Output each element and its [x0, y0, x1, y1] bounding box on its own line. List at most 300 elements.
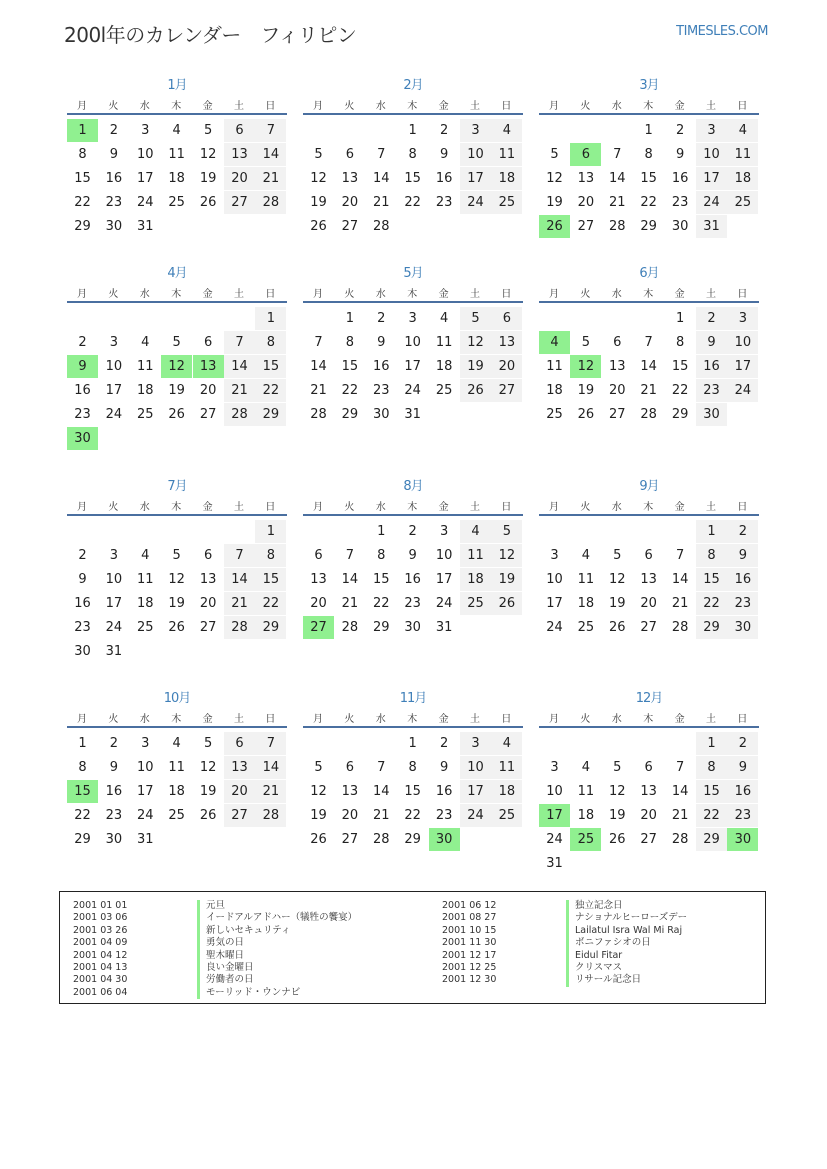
date-cell: 9 — [696, 331, 727, 354]
brand-link[interactable]: TIMESLES.COM — [676, 24, 768, 39]
date-cell: 22 — [74, 808, 91, 823]
weekday-label: 木 — [407, 714, 418, 725]
date-cell: 19 — [199, 171, 217, 186]
date-cell: 25 — [577, 620, 595, 635]
date-cell: 13 — [577, 171, 595, 186]
date-cell: 19 — [577, 383, 595, 398]
date-cell: 10 — [727, 331, 758, 354]
weekday-label: 木 — [407, 502, 418, 513]
date-cell: 28 — [255, 191, 286, 214]
month-title: 11月 — [399, 691, 427, 706]
date-cell: 19 — [168, 383, 185, 398]
weekday-label: 月 — [77, 101, 87, 112]
date-cell: 17 — [105, 383, 123, 398]
date-cell: 11 — [577, 784, 595, 799]
date-cell: 1 — [255, 307, 286, 330]
date-cell: 11 — [460, 544, 491, 567]
date-cell: 16 — [105, 784, 123, 799]
date-cell: 15 — [671, 359, 689, 374]
holiday-date: 2001 06 12 — [442, 900, 497, 911]
weekday-label: 水 — [139, 101, 150, 112]
weekday-label: 金 — [438, 289, 449, 300]
date-cell: 25 — [491, 804, 522, 827]
date-cell: 7 — [345, 548, 355, 563]
date-cell: 1 — [696, 520, 727, 543]
weekday-label: 火 — [344, 289, 355, 300]
date-cell: 1 — [408, 123, 417, 138]
date-cell: 28 — [255, 804, 286, 827]
date-cell: 13 — [199, 572, 217, 587]
date-cell: 21 — [310, 383, 327, 398]
date-cell: 8 — [377, 548, 386, 563]
date-cell: 11 — [727, 143, 758, 166]
date-cell: 19 — [491, 568, 522, 591]
date-cell: 7 — [675, 548, 685, 563]
date-cell: 3 — [460, 119, 491, 142]
date-cell: 6 — [314, 548, 323, 563]
date-cell: 18 — [168, 784, 185, 799]
date-cell: 28 — [671, 620, 689, 635]
date-cell: 9 — [727, 544, 758, 567]
date-cell: 1 — [675, 311, 685, 326]
date-cell: 3 — [439, 524, 449, 539]
date-cell: 9 — [78, 572, 87, 587]
date-cell: 12 — [491, 544, 522, 567]
weekday-label: 火 — [580, 714, 591, 725]
date-cell: 10 — [137, 760, 154, 775]
date-cell: 6 — [224, 119, 255, 142]
month-divider — [67, 301, 287, 303]
date-cell: 28 — [609, 219, 626, 234]
holiday-row — [73, 925, 433, 937]
date-cell: 23 — [404, 596, 421, 611]
date-cell: 6 — [644, 760, 653, 775]
date-cell: 11 — [577, 572, 595, 587]
date-cell: 7 — [377, 147, 386, 162]
date-cell: 6 — [345, 147, 355, 162]
date-cell: 29 — [255, 403, 286, 426]
date-cell: 7 — [224, 544, 255, 567]
date-cell: 22 — [255, 592, 286, 615]
holiday-name: イードアルアドハー（犠牲の饗宴） — [197, 912, 357, 924]
date-cell: 21 — [224, 592, 255, 615]
weekday-label: 日 — [737, 101, 748, 112]
date-cell: 9 — [439, 147, 449, 162]
date-cell: 8 — [675, 335, 685, 350]
date-cell: 28 — [640, 407, 657, 422]
date-cell: 22 — [341, 383, 359, 398]
date-cell: 27 — [224, 804, 255, 827]
month-divider — [67, 514, 287, 516]
date-cell: 30 — [105, 219, 123, 234]
weekday-label: 土 — [706, 289, 716, 300]
date-cell: 30 — [696, 403, 727, 426]
weekday-label: 水 — [375, 502, 386, 513]
month-divider — [303, 301, 523, 303]
date-cell: 21 — [609, 195, 626, 210]
date-cell: 28 — [224, 403, 255, 426]
date-cell: 19 — [546, 195, 563, 210]
date-cell: 7 — [314, 335, 323, 350]
date-cell: 4 — [141, 548, 150, 563]
date-cell: 26 — [310, 832, 327, 847]
date-cell: 28 — [373, 219, 390, 234]
date-cell: 20 — [224, 780, 255, 803]
date-cell: 24 — [460, 191, 491, 214]
weekday-label: 木 — [643, 101, 654, 112]
month-divider — [67, 726, 287, 728]
weekday-label: 土 — [234, 289, 244, 300]
date-cell: 1 — [644, 123, 653, 138]
holiday-row — [442, 937, 762, 949]
date-cell: 10 — [460, 756, 491, 779]
month-divider — [67, 113, 287, 115]
date-cell: 12 — [609, 572, 626, 587]
date-cell: 23 — [435, 195, 453, 210]
weekday-label: 水 — [611, 502, 622, 513]
date-cell: 25 — [491, 191, 522, 214]
date-cell: 12 — [460, 331, 491, 354]
date-cell: 14 — [310, 359, 327, 374]
date-cell: 31 — [435, 620, 453, 635]
date-cell: 2 — [675, 123, 685, 138]
date-cell: 16 — [435, 784, 453, 799]
weekday-label: 木 — [171, 502, 182, 513]
date-cell: 7 — [255, 119, 286, 142]
date-cell: 6 — [491, 307, 522, 330]
month-title: 12月 — [635, 691, 663, 706]
date-cell: 20 — [224, 167, 255, 190]
date-cell: 16 — [671, 171, 689, 186]
date-cell: 31 — [404, 407, 421, 422]
date-cell: 23 — [435, 808, 453, 823]
date-cell: 4 — [141, 335, 150, 350]
date-cell: 29 — [341, 407, 359, 422]
weekday-label: 木 — [407, 101, 418, 112]
date-cell: 14 — [224, 568, 255, 591]
date-cell: 15 — [404, 784, 421, 799]
holiday-row — [442, 912, 762, 924]
holiday-date: 2001 04 13 — [73, 961, 128, 973]
date-cell: 11 — [491, 756, 522, 779]
weekday-label: 日 — [501, 714, 512, 725]
holiday-date: 2001 12 25 — [442, 961, 497, 973]
date-cell: 9 — [109, 760, 119, 775]
holiday-row — [442, 950, 762, 962]
holiday-name: クリスマス — [566, 962, 622, 974]
date-cell: 20 — [640, 808, 657, 823]
weekday-label: 月 — [77, 289, 87, 300]
date-cell: 30 — [727, 616, 758, 639]
date-cell: 3 — [727, 307, 758, 330]
date-cell: 26 — [168, 620, 185, 635]
weekday-label: 水 — [139, 502, 150, 513]
date-cell: 2 — [727, 732, 758, 755]
weekday-label: 火 — [344, 101, 355, 112]
date-cell: 27 — [341, 832, 359, 847]
weekday-label: 日 — [265, 289, 276, 300]
holiday-date: 2001 01 01 — [73, 900, 128, 911]
date-cell: 10 — [696, 143, 727, 166]
date-cell: 3 — [550, 548, 559, 563]
date-cell: 19 — [609, 596, 626, 611]
date-cell: 25 — [727, 191, 758, 214]
weekday-label: 金 — [438, 502, 449, 513]
date-cell: 27 — [224, 191, 255, 214]
date-cell: 28 — [224, 616, 255, 639]
date-cell: 24 — [696, 191, 727, 214]
weekday-label: 日 — [265, 101, 276, 112]
date-cell: 17 — [105, 596, 123, 611]
date-cell: 29 — [373, 620, 390, 635]
holiday-name: Lailatul Isra Wal Mi Raj — [566, 925, 682, 937]
holiday-date: 2001 08 27 — [442, 912, 497, 924]
date-cell: 27 — [640, 832, 657, 847]
date-cell: 23 — [671, 195, 689, 210]
weekday-label: 水 — [611, 101, 622, 112]
date-cell: 25 — [168, 808, 185, 823]
date-cell: 26 — [609, 620, 626, 635]
weekday-label: 木 — [171, 101, 182, 112]
date-cell: 29 — [671, 407, 689, 422]
date-cell: 5 — [491, 520, 522, 543]
date-cell: 27 — [577, 219, 595, 234]
month-divider — [303, 113, 523, 115]
date-cell: 28 — [671, 832, 689, 847]
weekday-label: 月 — [77, 714, 87, 725]
date-cell: 7 — [224, 331, 255, 354]
weekday-label: 土 — [470, 101, 480, 112]
date-cell: 24 — [727, 379, 758, 402]
date-cell: 5 — [613, 760, 622, 775]
weekday-label: 土 — [234, 502, 244, 513]
holiday-name: リサール記念日 — [566, 974, 641, 986]
date-cell: 31 — [137, 832, 154, 847]
weekday-label: 月 — [313, 101, 323, 112]
weekday-label: 土 — [470, 289, 480, 300]
weekday-label: 木 — [643, 714, 654, 725]
holiday-name: 独立記念日 — [566, 900, 623, 912]
holiday-date-cell: 17 — [539, 804, 570, 827]
date-cell: 1 — [78, 736, 87, 751]
date-cell: 7 — [644, 335, 653, 350]
date-cell: 18 — [168, 171, 185, 186]
holiday-date: 2001 04 30 — [73, 974, 128, 986]
date-cell: 17 — [404, 359, 421, 374]
date-cell: 20 — [640, 596, 657, 611]
holiday-date-cell: 30 — [727, 828, 758, 851]
date-cell: 24 — [105, 620, 123, 635]
weekday-label: 日 — [737, 502, 748, 513]
date-cell: 5 — [203, 736, 213, 751]
holiday-name: モーリッド・ウンナビ — [197, 987, 300, 999]
date-cell: 2 — [78, 548, 87, 563]
holiday-name: 勇気の日 — [197, 937, 244, 949]
date-cell: 24 — [404, 383, 421, 398]
weekday-label: 水 — [375, 714, 386, 725]
holiday-date-cell: 25 — [570, 828, 601, 851]
page-title: 200l年のカレンダー フィリピン — [64, 23, 357, 47]
date-cell: 5 — [172, 335, 181, 350]
date-cell: 22 — [696, 804, 727, 827]
date-cell: 2 — [439, 123, 449, 138]
date-cell: 2 — [439, 736, 449, 751]
weekday-label: 土 — [234, 101, 244, 112]
date-cell: 23 — [373, 383, 390, 398]
date-cell: 11 — [137, 359, 154, 374]
date-cell: 1 — [408, 736, 417, 751]
weekday-label: 金 — [202, 289, 213, 300]
date-cell: 15 — [640, 171, 657, 186]
date-cell: 26 — [199, 195, 217, 210]
date-cell: 28 — [310, 407, 327, 422]
date-cell: 18 — [137, 596, 154, 611]
date-cell: 12 — [609, 784, 626, 799]
holiday-date-cell: 4 — [539, 331, 570, 354]
weekday-label: 水 — [139, 714, 150, 725]
date-cell: 7 — [675, 760, 685, 775]
weekday-label: 金 — [674, 502, 685, 513]
weekday-label: 金 — [202, 101, 213, 112]
date-cell: 14 — [341, 572, 359, 587]
date-cell: 20 — [341, 195, 359, 210]
month-divider — [539, 514, 759, 516]
date-cell: 30 — [74, 644, 91, 659]
date-cell: 12 — [310, 171, 327, 186]
month-title: 10月 — [163, 691, 191, 706]
date-cell: 14 — [255, 756, 286, 779]
weekday-label: 木 — [171, 714, 182, 725]
date-cell: 6 — [203, 335, 213, 350]
date-cell: 4 — [727, 119, 758, 142]
date-cell: 17 — [460, 167, 491, 190]
date-cell: 10 — [460, 143, 491, 166]
date-cell: 29 — [74, 219, 91, 234]
date-cell: 3 — [141, 736, 150, 751]
weekday-label: 火 — [108, 101, 119, 112]
date-cell: 9 — [439, 760, 449, 775]
date-cell: 5 — [314, 147, 323, 162]
date-cell: 1 — [377, 524, 386, 539]
date-cell: 13 — [224, 143, 255, 166]
date-cell: 8 — [78, 760, 87, 775]
date-cell: 6 — [224, 732, 255, 755]
date-cell: 18 — [727, 167, 758, 190]
date-cell: 11 — [435, 335, 453, 350]
holiday-row — [73, 937, 433, 949]
weekday-label: 月 — [313, 289, 323, 300]
holiday-list-left — [73, 900, 433, 999]
date-cell: 1 — [696, 732, 727, 755]
holiday-date: 2001 04 12 — [73, 949, 128, 961]
holiday-name: 元旦 — [197, 900, 225, 912]
month-title: 4月 — [167, 266, 187, 281]
date-cell: 4 — [491, 119, 522, 142]
weekday-label: 木 — [407, 289, 418, 300]
holiday-row — [73, 900, 433, 912]
weekday-label: 金 — [674, 714, 685, 725]
weekday-label: 日 — [501, 502, 512, 513]
date-cell: 8 — [408, 147, 417, 162]
date-cell: 2 — [696, 307, 727, 330]
holiday-name: ボニファシオの日 — [566, 937, 651, 949]
date-cell: 21 — [255, 780, 286, 803]
holiday-date-cell: 1 — [67, 119, 98, 142]
date-cell: 14 — [224, 355, 255, 378]
holiday-name: 新しいセキュリティ — [197, 925, 291, 937]
date-cell: 11 — [168, 760, 185, 775]
date-cell: 19 — [310, 195, 327, 210]
date-cell: 27 — [341, 219, 359, 234]
date-cell: 21 — [373, 195, 390, 210]
weekday-label: 金 — [202, 502, 213, 513]
weekday-label: 木 — [643, 289, 654, 300]
holiday-row — [442, 900, 762, 912]
date-cell: 20 — [310, 596, 327, 611]
month-divider — [539, 726, 759, 728]
date-cell: 8 — [408, 760, 417, 775]
date-cell: 24 — [105, 407, 123, 422]
date-cell: 22 — [640, 195, 657, 210]
holiday-list — [59, 891, 766, 1004]
date-cell: 6 — [203, 548, 213, 563]
date-cell: 6 — [613, 335, 622, 350]
date-cell: 18 — [491, 167, 522, 190]
date-cell: 20 — [577, 195, 595, 210]
date-cell: 29 — [255, 616, 286, 639]
date-cell: 22 — [255, 379, 286, 402]
date-cell: 23 — [74, 620, 91, 635]
date-cell: 22 — [373, 596, 390, 611]
date-cell: 18 — [435, 359, 453, 374]
date-cell: 22 — [696, 592, 727, 615]
date-cell: 18 — [577, 808, 595, 823]
date-cell: 2 — [78, 335, 87, 350]
holiday-row — [73, 974, 433, 986]
holiday-date: 2001 12 30 — [442, 974, 497, 986]
date-cell: 24 — [137, 195, 154, 210]
date-cell: 31 — [546, 856, 563, 871]
date-cell: 23 — [105, 195, 123, 210]
date-cell: 16 — [105, 171, 123, 186]
date-cell: 8 — [696, 756, 727, 779]
date-cell: 19 — [460, 355, 491, 378]
holiday-date: 2001 03 06 — [73, 912, 128, 924]
weekday-label: 月 — [549, 714, 559, 725]
date-cell: 5 — [460, 307, 491, 330]
date-cell: 10 — [404, 335, 421, 350]
date-cell: 3 — [109, 548, 119, 563]
date-cell: 24 — [546, 620, 563, 635]
date-cell: 11 — [491, 143, 522, 166]
holiday-date-cell: 9 — [67, 355, 98, 378]
date-cell: 20 — [199, 383, 217, 398]
weekday-label: 火 — [580, 101, 591, 112]
date-cell: 17 — [546, 596, 563, 611]
weekday-label: 木 — [171, 289, 182, 300]
date-cell: 13 — [341, 784, 359, 799]
holiday-date: 2001 03 26 — [73, 924, 128, 936]
date-cell: 14 — [255, 143, 286, 166]
date-cell: 15 — [373, 572, 390, 587]
date-cell: 12 — [546, 171, 563, 186]
weekday-label: 土 — [234, 714, 244, 725]
date-cell: 9 — [408, 548, 417, 563]
month-title: 8月 — [403, 479, 423, 494]
holiday-row — [73, 912, 433, 924]
date-cell: 1 — [255, 520, 286, 543]
date-cell: 27 — [199, 407, 217, 422]
